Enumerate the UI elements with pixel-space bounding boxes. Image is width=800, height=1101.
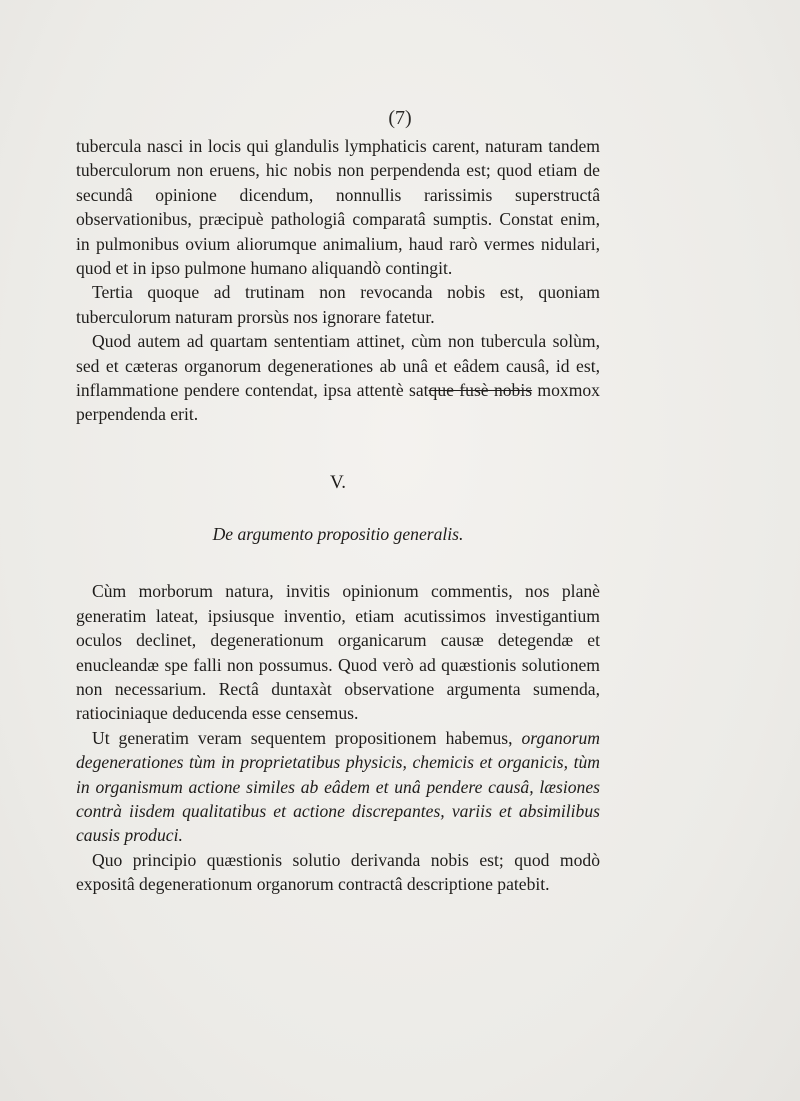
paragraph: Quo principio quæstionis solutio derivanda nobis est; quod modò expositâ degenerationum organorum contractâ descriptione patebit. [76,849,600,895]
paragraph [76,329,600,427]
paragraph: Cùm morborum natura, invitis opinionum commentis, nos planè generatim lateat, ipsiusque inventio, etiam acutissimos investigantium oculos declinet, degenerationum organicarum causæ detegendæ et enucleandæ spe falli non possumus. Quod verò ad quæstionis solutionem non necessarium. Rectâ duntaxàt observatione argumenta sumenda, ratiociniaque deducenda esse censemus. [76,581,600,724]
body-text [76,134,600,897]
paragraph [76,726,600,848]
struck-text: que fusè nobis [428,380,533,401]
proposition-text: organorum degenerationes tùm in proprietatibus physicis, chemicis et organicis, tùm in organismum actione similes ab eâdem et unâ pendere causâ, læsiones contrà iisdem qualitatibus et actione discrepantes, variis et absimilibus causis produci. [76,727,600,846]
section-heading: V. [329,471,347,493]
paragraph: tubercula nasci in locis qui glandulis lymphaticis carent, naturam tandem tuberculorum non eruens, hic nobis non perpendenda est; quod etiam de secundâ opinione dicendum, nonnullis rarissimis superstructâ observationibus, præcipuè pathologiâ comparatâ sumptis. Constat enim, in pulmonibus ovium aliorumque animalium, haud rarò vermes nidulari, quod et in ipso pulmone humano aliquandò contingit. [76,136,600,279]
section-subheading: De argumento propositio generalis. [212,523,464,544]
paragraph-text-end: moxmox perpendenda erit. [76,380,600,425]
page-number: (7) [388,107,412,129]
paragraph-text: Ut generatim veram sequentem propositionem habemus, [92,727,522,748]
paragraph: Tertia quoque ad trutinam non revocanda nobis est, quoniam tuberculorum naturam prorsùs nos ignorare fatetur. [76,282,600,327]
paragraph-text: Quod autem ad quartam sententiam attinet, cùm non tubercula solùm, sed et cæteras organorum degenerationes ab unâ et eâdem causâ, id est, inflammatione pendere contendat, ipsa attentè sat [76,331,600,401]
